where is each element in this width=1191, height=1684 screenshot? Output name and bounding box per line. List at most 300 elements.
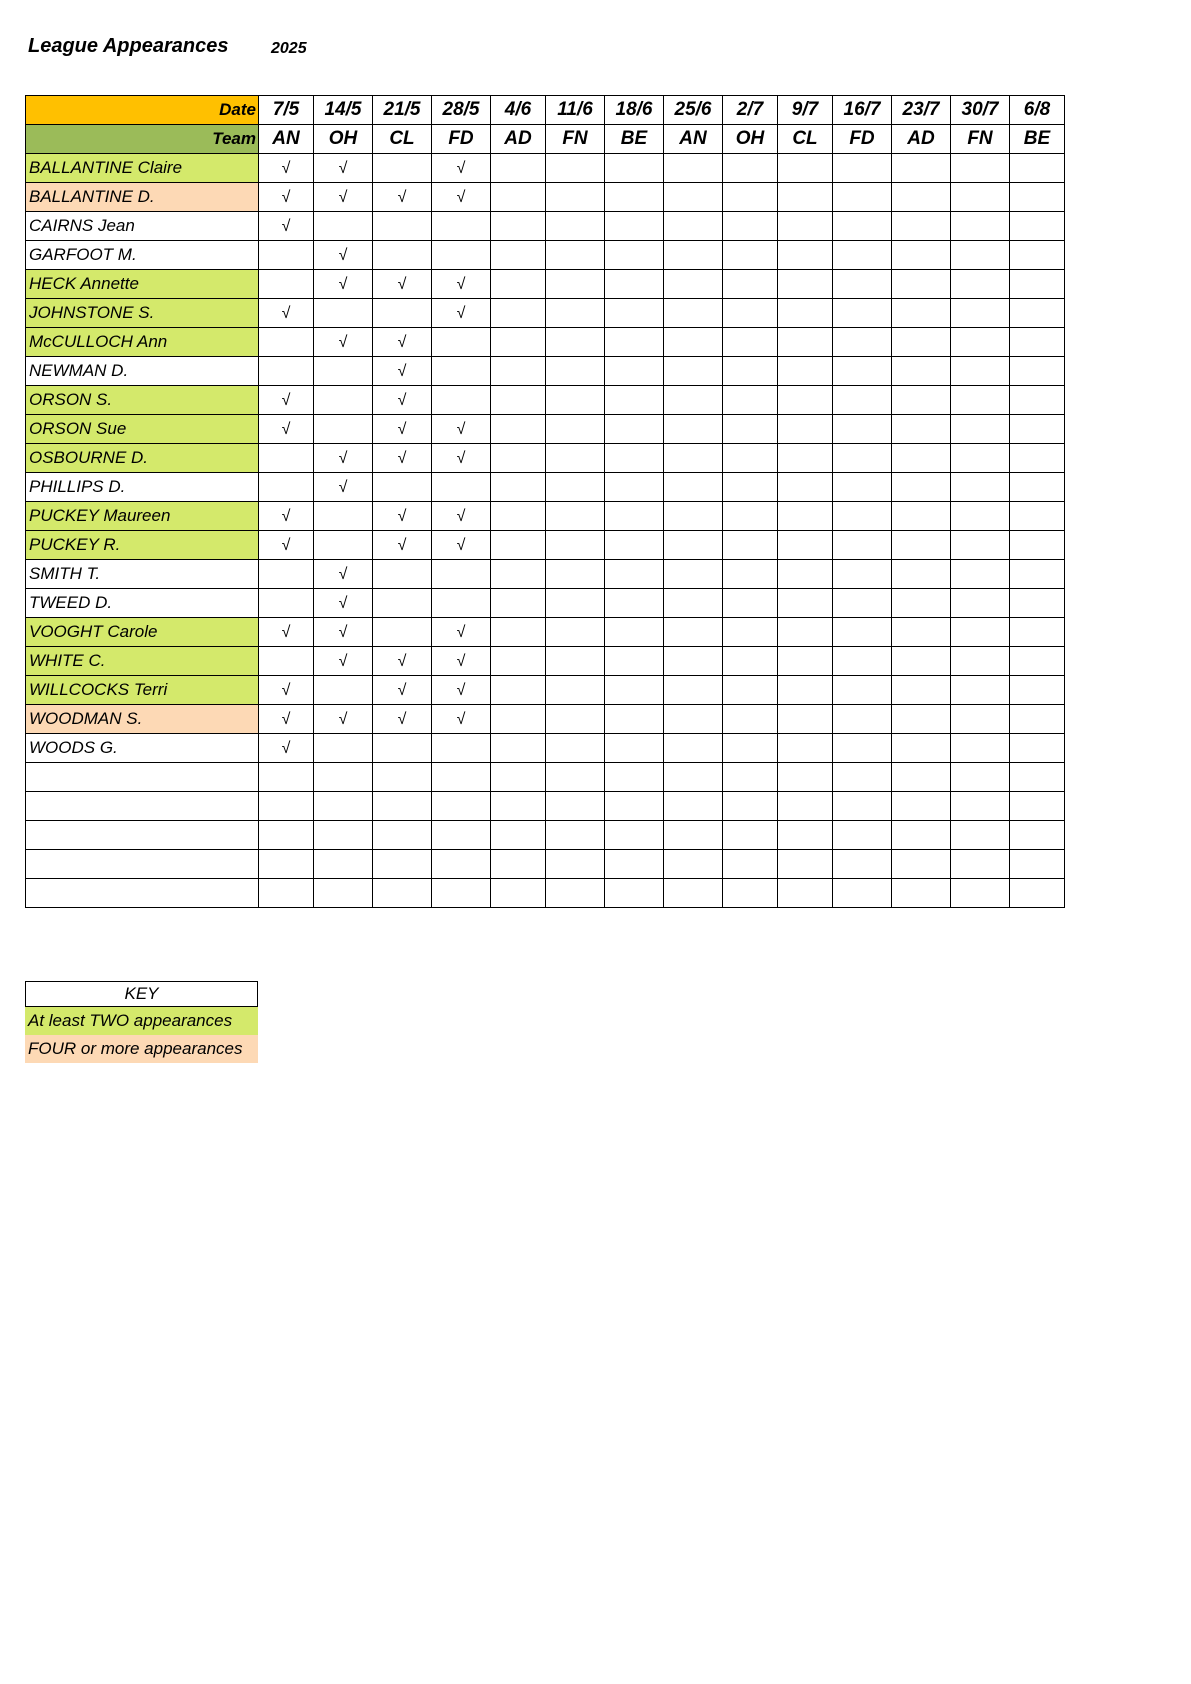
appearance-cell (1010, 299, 1065, 328)
appearance-cell (951, 270, 1010, 299)
appearance-cell (314, 792, 373, 821)
table-row (26, 676, 1065, 705)
table-row (26, 415, 1065, 444)
appearance-cell (664, 386, 723, 415)
appearance-cell (491, 705, 546, 734)
appearance-cell (892, 502, 951, 531)
tick-mark: √ (281, 189, 291, 206)
appearance-cell (491, 415, 546, 444)
player-name: OSBOURNE D. (26, 444, 259, 473)
appearance-cell (951, 473, 1010, 502)
appearance-cell (373, 444, 432, 473)
tick-mark: √ (338, 653, 348, 670)
appearance-cell (314, 444, 373, 473)
appearance-cell (491, 618, 546, 647)
appearance-cell (314, 357, 373, 386)
appearance-cell (259, 676, 314, 705)
appearance-cell (778, 473, 833, 502)
appearance-cell (491, 328, 546, 357)
appearance-cell (892, 792, 951, 821)
appearance-cell (1010, 154, 1065, 183)
appearance-cell (546, 647, 605, 676)
appearance-cell (1010, 879, 1065, 908)
appearance-cell (546, 676, 605, 705)
appearance-cell (1010, 502, 1065, 531)
table-row (26, 386, 1065, 415)
appearance-cell (605, 560, 664, 589)
appearance-cell (664, 531, 723, 560)
appearance-cell (778, 560, 833, 589)
appearance-cell (833, 705, 892, 734)
date-header: 7/5 (259, 96, 314, 125)
appearance-cell (892, 212, 951, 241)
appearance-cell (778, 618, 833, 647)
appearance-cell (664, 879, 723, 908)
appearance-cell (546, 705, 605, 734)
tick-mark: √ (397, 450, 407, 467)
appearance-cell (951, 705, 1010, 734)
appearance-cell (605, 212, 664, 241)
team-header: CL (373, 125, 432, 154)
appearance-cell (314, 154, 373, 183)
appearance-cell (491, 850, 546, 879)
appearance-cell (951, 792, 1010, 821)
appearance-cell (373, 647, 432, 676)
appearance-cell (259, 299, 314, 328)
appearance-cell (951, 415, 1010, 444)
appearance-cell (432, 183, 491, 212)
tick-mark: √ (397, 682, 407, 699)
appearance-cell (951, 850, 1010, 879)
tick-mark: √ (397, 711, 407, 728)
appearance-cell (664, 415, 723, 444)
tick-mark: √ (281, 508, 291, 525)
appearance-cell (432, 212, 491, 241)
appearance-cell (314, 241, 373, 270)
table-row (26, 502, 1065, 531)
appearance-cell (259, 879, 314, 908)
appearance-cell (432, 676, 491, 705)
appearance-cell (664, 676, 723, 705)
appearance-cell (723, 705, 778, 734)
appearance-cell (546, 328, 605, 357)
appearance-cell (605, 270, 664, 299)
appearance-cell (259, 618, 314, 647)
table-row (26, 183, 1065, 212)
appearance-cell (892, 299, 951, 328)
appearance-cell (951, 560, 1010, 589)
tick-mark: √ (338, 189, 348, 206)
team-header: FD (432, 125, 491, 154)
appearance-cell (778, 531, 833, 560)
appearance-cell (723, 502, 778, 531)
appearance-cell (723, 328, 778, 357)
appearance-cell (951, 299, 1010, 328)
appearance-cell (605, 357, 664, 386)
appearance-cell (892, 183, 951, 212)
appearance-cell (951, 183, 1010, 212)
appearance-cell (432, 154, 491, 183)
appearance-cell (1010, 183, 1065, 212)
appearance-cell (892, 821, 951, 850)
appearance-cell (314, 415, 373, 444)
tick-mark: √ (281, 392, 291, 409)
appearance-cell (314, 705, 373, 734)
appearance-cell (491, 879, 546, 908)
tick-mark: √ (281, 711, 291, 728)
appearance-cell (951, 879, 1010, 908)
appearance-cell (1010, 589, 1065, 618)
appearance-cell (892, 676, 951, 705)
tick-mark: √ (397, 334, 407, 351)
appearance-cell (605, 879, 664, 908)
appearance-cell (546, 850, 605, 879)
appearance-cell (1010, 821, 1065, 850)
tick-mark: √ (338, 566, 348, 583)
appearance-cell (723, 241, 778, 270)
appearance-cell (259, 154, 314, 183)
appearance-cell (605, 154, 664, 183)
appearance-cell (1010, 212, 1065, 241)
appearance-cell (373, 212, 432, 241)
appearance-cell (664, 328, 723, 357)
appearance-cell (723, 792, 778, 821)
appearance-cell (778, 299, 833, 328)
table-row (26, 792, 1065, 821)
appearance-cell (432, 647, 491, 676)
appearance-cell (833, 531, 892, 560)
appearance-cell (259, 850, 314, 879)
appearance-cell (833, 676, 892, 705)
appearance-cell (546, 618, 605, 647)
appearance-cell (833, 502, 892, 531)
appearance-cell (778, 792, 833, 821)
appearance-cell (373, 792, 432, 821)
appearance-cell (1010, 850, 1065, 879)
appearance-cell (892, 647, 951, 676)
player-name: ORSON Sue (26, 415, 259, 444)
appearance-cell (892, 415, 951, 444)
appearance-cell (951, 589, 1010, 618)
player-name: NEWMAN D. (26, 357, 259, 386)
appearance-cell (778, 647, 833, 676)
player-name: VOOGHT Carole (26, 618, 259, 647)
appearance-cell (605, 502, 664, 531)
appearance-cell (833, 328, 892, 357)
appearance-cell (723, 473, 778, 502)
appearance-cell (259, 328, 314, 357)
appearance-cell (259, 502, 314, 531)
appearance-cell (605, 792, 664, 821)
appearance-cell (951, 763, 1010, 792)
appearance-cell (491, 183, 546, 212)
appearance-cell (314, 589, 373, 618)
player-name: BALLANTINE D. (26, 183, 259, 212)
appearance-cell (432, 415, 491, 444)
appearance-cell (605, 676, 664, 705)
appearance-cell (373, 821, 432, 850)
appearance-cell (892, 473, 951, 502)
tick-mark: √ (338, 624, 348, 641)
appearance-cell (778, 734, 833, 763)
appearance-cell (1010, 647, 1065, 676)
appearance-cell (259, 705, 314, 734)
appearance-cell (546, 386, 605, 415)
tick-mark: √ (456, 189, 466, 206)
team-header: OH (314, 125, 373, 154)
appearance-cell (833, 792, 892, 821)
appearance-cell (723, 647, 778, 676)
appearance-cell (605, 386, 664, 415)
appearance-cell (833, 357, 892, 386)
appearance-cell (546, 473, 605, 502)
player-name: CAIRNS Jean (26, 212, 259, 241)
appearance-cell (546, 241, 605, 270)
appearance-cell (259, 734, 314, 763)
appearance-cell (1010, 734, 1065, 763)
appearance-cell (664, 473, 723, 502)
appearance-cell (778, 415, 833, 444)
tick-mark: √ (281, 218, 291, 235)
tick-mark: √ (456, 421, 466, 438)
appearance-cell (892, 270, 951, 299)
appearance-cell (259, 821, 314, 850)
appearance-cell (605, 299, 664, 328)
player-name (26, 821, 259, 850)
appearance-cell (432, 241, 491, 270)
table-row (26, 618, 1065, 647)
appearance-cell (778, 328, 833, 357)
appearance-cell (778, 444, 833, 473)
appearance-cell (314, 850, 373, 879)
appearance-cell (432, 589, 491, 618)
tick-mark: √ (456, 711, 466, 728)
appearance-cell (432, 357, 491, 386)
appearance-cell (432, 328, 491, 357)
appearance-cell (259, 386, 314, 415)
appearance-cell (723, 821, 778, 850)
appearance-cell (605, 647, 664, 676)
table-row (26, 850, 1065, 879)
appearances-table (25, 95, 1065, 908)
appearance-cell (259, 415, 314, 444)
appearance-cell (723, 734, 778, 763)
appearance-cell (373, 270, 432, 299)
tick-mark: √ (397, 392, 407, 409)
appearance-cell (833, 473, 892, 502)
date-header: 2/7 (723, 96, 778, 125)
appearance-cell (605, 821, 664, 850)
appearance-cell (723, 618, 778, 647)
player-name: WHITE C. (26, 647, 259, 676)
appearance-cell (491, 270, 546, 299)
player-name (26, 879, 259, 908)
appearance-cell (314, 618, 373, 647)
appearance-cell (1010, 705, 1065, 734)
appearance-cell (314, 328, 373, 357)
appearance-cell (259, 589, 314, 618)
appearance-cell (664, 270, 723, 299)
appearance-cell (723, 850, 778, 879)
tick-mark: √ (456, 450, 466, 467)
appearance-cell (546, 792, 605, 821)
player-name: HECK Annette (26, 270, 259, 299)
appearance-cell (491, 502, 546, 531)
appearance-cell (314, 502, 373, 531)
appearance-cell (1010, 270, 1065, 299)
appearance-cell (491, 676, 546, 705)
appearance-cell (723, 183, 778, 212)
appearance-cell (546, 531, 605, 560)
appearance-cell (1010, 241, 1065, 270)
appearance-cell (723, 299, 778, 328)
tick-mark: √ (338, 247, 348, 264)
appearance-cell (1010, 792, 1065, 821)
appearance-cell (546, 502, 605, 531)
appearance-cell (373, 386, 432, 415)
player-name (26, 792, 259, 821)
appearance-cell (314, 560, 373, 589)
appearance-cell (664, 183, 723, 212)
appearance-cell (892, 618, 951, 647)
appearance-cell (1010, 415, 1065, 444)
tick-mark: √ (338, 479, 348, 496)
tick-mark: √ (281, 160, 291, 177)
tick-mark: √ (456, 624, 466, 641)
player-name: ORSON S. (26, 386, 259, 415)
appearance-cell (892, 705, 951, 734)
appearance-cell (778, 763, 833, 792)
appearance-cell (892, 154, 951, 183)
appearance-cell (491, 473, 546, 502)
appearance-cell (373, 618, 432, 647)
player-name: SMITH T. (26, 560, 259, 589)
appearance-cell (546, 154, 605, 183)
tick-mark: √ (281, 682, 291, 699)
tick-mark: √ (456, 160, 466, 177)
tick-mark: √ (456, 508, 466, 525)
appearance-cell (605, 850, 664, 879)
player-name: TWEED D. (26, 589, 259, 618)
tick-mark: √ (281, 740, 291, 757)
appearance-cell (546, 821, 605, 850)
appearance-cell (664, 154, 723, 183)
appearance-cell (373, 357, 432, 386)
appearance-cell (833, 618, 892, 647)
table-row (26, 734, 1065, 763)
team-header: BE (605, 125, 664, 154)
appearance-cell (491, 444, 546, 473)
appearance-cell (664, 589, 723, 618)
team-label: Team (26, 125, 259, 154)
appearance-cell (833, 560, 892, 589)
appearance-cell (1010, 676, 1065, 705)
appearance-cell (605, 734, 664, 763)
tick-mark: √ (397, 276, 407, 293)
date-header: 30/7 (951, 96, 1010, 125)
appearance-cell (951, 734, 1010, 763)
appearance-cell (664, 763, 723, 792)
appearance-cell (833, 241, 892, 270)
table-row (26, 879, 1065, 908)
appearance-cell (432, 763, 491, 792)
appearance-cell (778, 154, 833, 183)
appearance-cell (432, 850, 491, 879)
appearance-cell (432, 299, 491, 328)
date-header: 6/8 (1010, 96, 1065, 125)
appearance-cell (432, 879, 491, 908)
appearance-cell (951, 821, 1010, 850)
appearance-cell (778, 676, 833, 705)
appearance-cell (259, 183, 314, 212)
team-header: FN (951, 125, 1010, 154)
appearance-cell (491, 792, 546, 821)
appearance-cell (951, 676, 1010, 705)
appearance-cell (605, 705, 664, 734)
page-title: League Appearances (28, 35, 229, 57)
table-row (26, 531, 1065, 560)
tick-mark: √ (397, 537, 407, 554)
appearance-cell (259, 444, 314, 473)
team-header: OH (723, 125, 778, 154)
appearance-cell (833, 415, 892, 444)
tick-mark: √ (338, 450, 348, 467)
appearance-cell (1010, 763, 1065, 792)
appearance-cell (664, 618, 723, 647)
appearance-cell (723, 763, 778, 792)
appearance-cell (605, 589, 664, 618)
appearance-cell (491, 821, 546, 850)
tick-mark: √ (456, 537, 466, 554)
tick-mark: √ (338, 160, 348, 177)
appearance-cell (723, 444, 778, 473)
appearance-cell (664, 647, 723, 676)
appearance-cell (432, 531, 491, 560)
table-row (26, 647, 1065, 676)
appearance-cell (723, 415, 778, 444)
appearance-cell (373, 734, 432, 763)
appearance-cell (892, 386, 951, 415)
appearance-cell (373, 589, 432, 618)
appearance-cell (432, 618, 491, 647)
appearance-cell (259, 531, 314, 560)
key-peach-label: FOUR or more appearances (25, 1035, 258, 1063)
appearance-cell (605, 763, 664, 792)
appearance-cell (259, 560, 314, 589)
appearance-cell (778, 270, 833, 299)
tick-mark: √ (397, 421, 407, 438)
date-header: 23/7 (892, 96, 951, 125)
appearance-cell (605, 328, 664, 357)
appearance-cell (432, 560, 491, 589)
player-name: McCULLOCH Ann (26, 328, 259, 357)
table-row (26, 357, 1065, 386)
appearance-cell (951, 212, 1010, 241)
appearance-cell (833, 270, 892, 299)
appearance-cell (491, 531, 546, 560)
table-row (26, 560, 1065, 589)
appearance-cell (314, 763, 373, 792)
appearance-cell (664, 502, 723, 531)
tick-mark: √ (338, 334, 348, 351)
appearance-cell (314, 299, 373, 328)
appearance-cell (259, 212, 314, 241)
appearance-cell (605, 444, 664, 473)
appearance-cell (723, 560, 778, 589)
appearance-cell (546, 560, 605, 589)
appearance-cell (892, 763, 951, 792)
appearance-cell (778, 879, 833, 908)
